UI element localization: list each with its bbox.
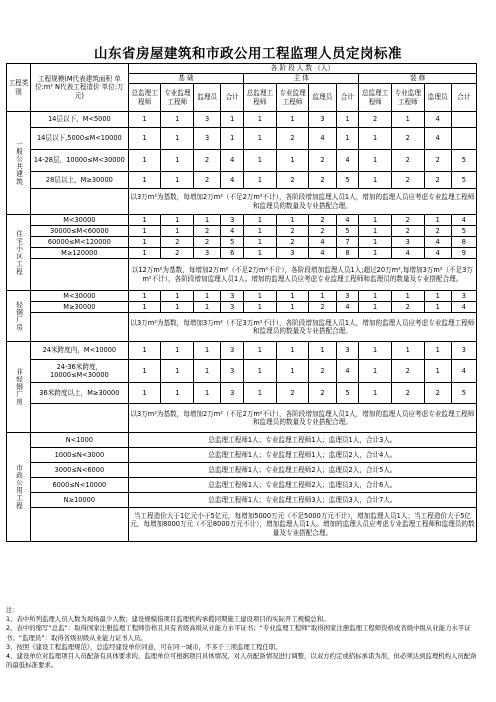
count-cell: 3: [451, 342, 476, 360]
count-cell: 4: [451, 302, 476, 313]
page-title: 山东省房屋建筑和市政公用工程监理人员定岗标准: [94, 46, 402, 62]
count-cell: 1: [359, 172, 392, 189]
count-cell: 4: [424, 128, 451, 150]
count-cell: 5: [451, 150, 476, 172]
header-role: 总监理工程师: [128, 84, 161, 112]
count-cell: 1: [244, 360, 277, 383]
scale-cell: 3000≤N<6000: [30, 463, 128, 478]
count-cell: 4: [221, 150, 244, 172]
note-spacer: [30, 404, 128, 433]
count-cell: 8: [336, 248, 359, 259]
section-note: 以3万m²为基数，每增加3万m²（不足3万m²不计），各阶段增加监理人员1人，增加的监理人员应考虑专业监理工程师和监理员的数量及专业搭配合理。: [128, 313, 476, 342]
count-cell: 2: [309, 383, 336, 404]
count-cell: 1: [424, 302, 451, 313]
count-cell: 2: [276, 172, 309, 189]
count-cell: 2: [424, 150, 451, 172]
table-row: [7, 291, 477, 302]
count-cell: 3: [451, 291, 476, 302]
table-row: [7, 248, 477, 259]
count-cell: 1: [244, 291, 277, 302]
header-role: 专业监理工程师: [161, 84, 194, 112]
count-cell: 3: [221, 302, 244, 313]
count-cell: 4: [424, 248, 451, 259]
count-cell: 5: [451, 172, 476, 189]
staffing-table: [6, 63, 477, 542]
count-cell: 1: [194, 302, 221, 313]
category-label: 一般公共建筑: [7, 112, 31, 215]
count-cell: 1: [424, 342, 451, 360]
header-role: 总监理工程师: [359, 84, 392, 112]
count-cell: 2: [391, 226, 424, 237]
scale-cell: 24-36米跨度，10000≤M<30000: [30, 360, 128, 383]
count-cell: 2: [309, 215, 336, 226]
footnote-line: 1、表中所列监理人员人数为现场最少人数；建设规模指项目监理机构承揽同期施工建设项目的实际开工规模总和。: [6, 615, 330, 624]
scale-cell: 60000≤M<120000: [30, 237, 128, 248]
count-cell: 1: [336, 112, 359, 128]
footnote-line: 2、表中的缩写“总监”：取得国家注册监理工程师资格且具有省级高级从业能力水平证书；“专业监理工程师”取得国家注册监理工程师资格或省级中级从业能力水平证书；“监理员”：取得省级初级从业能力证书人员。: [6, 624, 471, 642]
header-role: 监理员: [309, 84, 336, 112]
municipal-staff-text: 总监理工程师1人；专业监理工程师2人；监理员3人，合计6人。: [128, 478, 476, 493]
section-note: 以3万m²为基数，每增加2万m²（不足2万m²不计），各阶段增加监理人员1人，增加的监理人员应考虑专业监理工程师和监理员的数量及专业搭配合理。: [128, 404, 476, 433]
scale-cell: M≥120000: [30, 248, 128, 259]
count-cell: 1: [276, 302, 309, 313]
header-role: 合计: [221, 84, 244, 112]
count-cell: 5: [336, 172, 359, 189]
count-cell: 1: [128, 248, 161, 259]
footnote-line: 注：: [6, 606, 19, 614]
scale-cell: 36米跨度以上，M≥30000: [30, 383, 128, 404]
count-cell: 1: [359, 150, 392, 172]
count-cell: 7: [336, 237, 359, 248]
count-cell: 1: [161, 226, 194, 237]
header-row: [7, 64, 477, 74]
count-cell: 4: [336, 150, 359, 172]
count-cell: 4: [451, 215, 476, 226]
scale-cell: 24米跨度内，M<10000: [30, 342, 128, 360]
scale-cell: 6000≤N<10000: [30, 478, 128, 493]
table-row: [7, 150, 477, 172]
count-cell: 3: [221, 383, 244, 404]
scale-cell: 28层以上，M≥30000: [30, 172, 128, 189]
note-row: [7, 189, 477, 215]
count-cell: 1: [128, 360, 161, 383]
scale-cell: N≥10000: [30, 493, 128, 508]
count-cell: 9: [451, 248, 476, 259]
count-cell: 2: [309, 302, 336, 313]
count-cell: 4: [221, 226, 244, 237]
count-cell: 1: [128, 150, 161, 172]
count-cell: 1: [194, 360, 221, 383]
count-cell: 1: [161, 302, 194, 313]
footnotes: [6, 606, 478, 670]
count-cell: 2: [194, 226, 221, 237]
count-cell: 1: [309, 291, 336, 302]
table-row: [7, 215, 477, 226]
table-row: [7, 493, 477, 508]
count-cell: 1: [276, 150, 309, 172]
category-label: 非轻钢厂房: [7, 342, 31, 433]
count-cell: 1: [276, 215, 309, 226]
table-row: [7, 112, 477, 128]
count-cell: 1: [276, 112, 309, 128]
count-cell: 1: [244, 172, 277, 189]
count-cell: 3: [221, 360, 244, 383]
count-cell: 5: [336, 383, 359, 404]
header-phase: 基 础: [128, 74, 243, 84]
count-cell: 2: [194, 237, 221, 248]
count-cell: 3: [221, 342, 244, 360]
count-cell: 4: [309, 128, 336, 150]
table-row: [7, 478, 477, 493]
count-cell: 4: [336, 360, 359, 383]
count-cell: 1: [276, 342, 309, 360]
count-cell: 1: [128, 215, 161, 226]
count-cell: 4: [451, 360, 476, 383]
municipal-staff-text: 总监理工程师1人；专业监理工程师2人；监理员2人，合计5人。: [128, 463, 476, 478]
count-cell: 2: [424, 172, 451, 189]
count-cell: 1: [391, 291, 424, 302]
count-cell: 1: [424, 291, 451, 302]
count-cell: 1: [244, 302, 277, 313]
count-cell: 1: [128, 172, 161, 189]
note-row: [7, 313, 477, 342]
header-phase: 主 体: [244, 74, 359, 84]
count-cell: 2: [391, 360, 424, 383]
count-cell: 1: [244, 128, 277, 150]
count-cell: 2: [391, 172, 424, 189]
header-role: 专业监理工程师: [391, 84, 424, 112]
count-cell: [451, 112, 476, 128]
category-label: 轻钢厂房: [7, 291, 31, 342]
table-row: [7, 448, 477, 463]
count-cell: 1: [128, 342, 161, 360]
footnote-line: 4、建设单位对监理项目人员配备有具体要求的，监理单位可根据项目具体情况，对人员配备情况进行调整，以双方约定或招标承诺为准，但必须达到监理机构人员配备的最低标准要求。: [6, 652, 477, 670]
municipal-staff-text: 总监理工程师1人；专业监理工程师1人；监理员2人，合计4人。: [128, 448, 476, 463]
count-cell: 5: [451, 383, 476, 404]
scale-cell: M<30000: [30, 215, 128, 226]
table-row: [7, 463, 477, 478]
count-cell: 1: [161, 383, 194, 404]
count-cell: 1: [359, 226, 392, 237]
count-cell: [451, 128, 476, 150]
table-row: [7, 360, 477, 383]
header-phase: 装 修: [359, 74, 477, 84]
note-spacer: [30, 313, 128, 342]
note-spacer: [30, 189, 128, 215]
count-cell: 1: [244, 215, 277, 226]
header-role: 监理员: [194, 84, 221, 112]
count-cell: 4: [309, 237, 336, 248]
count-cell: 5: [221, 237, 244, 248]
count-cell: 8: [451, 237, 476, 248]
count-cell: 2: [276, 226, 309, 237]
note-row: [7, 259, 477, 291]
section-note: 以12万m²为基数，每增加2万m²（不足2万m²不计），各阶段增加监理人员1人;超过20万m²,每增加3万m²（不足3万m²不计），各阶段增加监理人员1人。增加的监理人员应考虑专业监理工程师和监理员的数量及专业搭配合理。: [128, 259, 476, 291]
count-cell: 2: [391, 302, 424, 313]
count-cell: 2: [391, 383, 424, 404]
count-cell: 1: [359, 128, 392, 150]
table-row: [7, 226, 477, 237]
count-cell: 1: [244, 112, 277, 128]
count-cell: 1: [359, 291, 392, 302]
count-cell: 2: [391, 150, 424, 172]
count-cell: 4: [424, 112, 451, 128]
count-cell: 1: [161, 215, 194, 226]
table-row: [7, 383, 477, 404]
count-cell: 2: [359, 112, 392, 128]
count-cell: 1: [128, 128, 161, 150]
count-cell: 1: [276, 360, 309, 383]
scale-cell: 14层以下,5000≤M<10000: [30, 128, 128, 150]
count-cell: 2: [391, 215, 424, 226]
header-staff-group: 各 阶 段 人 数 （人）: [128, 64, 476, 74]
count-cell: 3: [336, 342, 359, 360]
count-cell: 1: [359, 237, 392, 248]
count-cell: 3: [276, 248, 309, 259]
scale-cell: 1000≤N<3000: [30, 448, 128, 463]
count-cell: 4: [391, 248, 424, 259]
table-row: [7, 172, 477, 189]
count-cell: 1: [194, 383, 221, 404]
count-cell: 1: [161, 172, 194, 189]
table-row: [7, 433, 477, 448]
count-cell: 3: [221, 215, 244, 226]
count-cell: 1: [359, 342, 392, 360]
scale-cell: 30000≤M<60000: [30, 226, 128, 237]
scale-cell: N<1000: [30, 433, 128, 448]
count-cell: 1: [221, 112, 244, 128]
header-type: 工程类别: [7, 64, 31, 112]
count-cell: 2: [309, 172, 336, 189]
category-label: 住宅小区工程: [7, 215, 31, 291]
count-cell: 2: [309, 150, 336, 172]
category-label: 市政公用工程: [7, 433, 31, 542]
count-cell: 6: [221, 248, 244, 259]
municipal-staff-text: 总监理工程师1人；专业监理工程师1人；监理员1人，合计3人。: [128, 433, 476, 448]
count-cell: 1: [244, 248, 277, 259]
municipal-staff-text: 总监理工程师1人；专业监理工程师3人；监理员3人，合计7人。: [128, 493, 476, 508]
footnote-line: 3、按照《建设工程监理规范》，总监经建设单位同意，可在同一城市，不多于三项监理工程任职。: [6, 642, 282, 651]
count-cell: 1: [128, 383, 161, 404]
count-cell: 1: [244, 383, 277, 404]
scale-cell: M<30000: [30, 291, 128, 302]
count-cell: 2: [391, 128, 424, 150]
count-cell: 1: [359, 302, 392, 313]
note-row: [7, 508, 477, 542]
count-cell: 1: [244, 150, 277, 172]
count-cell: 1: [221, 128, 244, 150]
count-cell: 4: [221, 172, 244, 189]
count-cell: 4: [309, 248, 336, 259]
count-cell: 1: [161, 291, 194, 302]
count-cell: 1: [336, 128, 359, 150]
note-spacer: [30, 508, 128, 542]
section-note: 当工程造价大于1亿元小于5亿元，每增加5000万元（不足5000万元不计），增加监理人员1人；当工程造价大于5亿元，每增加8000万元（不足8000万元不计），增加监理人员1人。增加的监理人员应考虑专业监理工程师和监理员的数量及专业搭配合理。: [128, 508, 476, 542]
count-cell: 3: [336, 291, 359, 302]
count-cell: 1: [194, 342, 221, 360]
scale-cell: 14-28层，10000≤M<30000: [30, 150, 128, 172]
count-cell: 4: [336, 302, 359, 313]
count-cell: 1: [391, 112, 424, 128]
count-cell: 1: [161, 112, 194, 128]
count-cell: 1: [161, 128, 194, 150]
count-cell: 2: [276, 237, 309, 248]
count-cell: 1: [359, 215, 392, 226]
count-cell: 1: [128, 112, 161, 128]
count-cell: 2: [424, 383, 451, 404]
table-row: [7, 237, 477, 248]
count-cell: 1: [244, 226, 277, 237]
count-cell: 2: [161, 248, 194, 259]
header-role: 合计: [451, 84, 476, 112]
count-cell: 4: [336, 215, 359, 226]
table-row: [7, 128, 477, 150]
count-cell: 1: [276, 291, 309, 302]
count-cell: 1: [244, 237, 277, 248]
count-cell: 2: [194, 172, 221, 189]
count-cell: 1: [391, 342, 424, 360]
count-cell: 1: [424, 215, 451, 226]
count-cell: 3: [309, 112, 336, 128]
table-row: [7, 302, 477, 313]
count-cell: 3: [221, 291, 244, 302]
section-note: 以3万m²为基数，每增加2万m²（不足2万m²不计），各阶段增加监理人员1人，增加的监理人员应考虑专业监理工程师和监理员的数量及专业搭配合理。: [128, 189, 476, 215]
header-role: 监理员: [424, 84, 451, 112]
note-spacer: [30, 259, 128, 291]
count-cell: 3: [194, 128, 221, 150]
count-cell: 2: [161, 237, 194, 248]
header-role: 总监理工程师: [244, 84, 277, 112]
count-cell: 2: [276, 128, 309, 150]
count-cell: 1: [161, 342, 194, 360]
count-cell: 1: [194, 215, 221, 226]
count-cell: 3: [194, 112, 221, 128]
count-cell: 2: [309, 226, 336, 237]
header-scale: 工程规模(M代表建筑面积 单位:m² N代表工程造价 单位:万元): [30, 64, 128, 112]
count-cell: 2: [309, 360, 336, 383]
scale-cell: 14层以下，M<5000: [30, 112, 128, 128]
note-row: [7, 404, 477, 433]
count-cell: 2: [194, 150, 221, 172]
count-cell: 1: [359, 248, 392, 259]
count-cell: 1: [244, 342, 277, 360]
count-cell: 5: [451, 226, 476, 237]
count-cell: 1: [128, 291, 161, 302]
count-cell: 1: [424, 360, 451, 383]
header-role: 合计: [336, 84, 359, 112]
table-row: [7, 342, 477, 360]
table-body: [7, 64, 477, 542]
count-cell: 1: [128, 237, 161, 248]
count-cell: 1: [359, 360, 392, 383]
scale-cell: M≥30000: [30, 302, 128, 313]
count-cell: 1: [161, 150, 194, 172]
count-cell: 3: [194, 248, 221, 259]
count-cell: 4: [424, 237, 451, 248]
count-cell: 3: [391, 237, 424, 248]
count-cell: 5: [336, 226, 359, 237]
count-cell: 1: [194, 291, 221, 302]
header-role: 专业监理工程师: [276, 84, 309, 112]
count-cell: 1: [359, 383, 392, 404]
count-cell: 1: [128, 302, 161, 313]
count-cell: 2: [276, 383, 309, 404]
count-cell: 1: [309, 342, 336, 360]
count-cell: 1: [161, 360, 194, 383]
count-cell: 1: [128, 226, 161, 237]
count-cell: 2: [424, 226, 451, 237]
